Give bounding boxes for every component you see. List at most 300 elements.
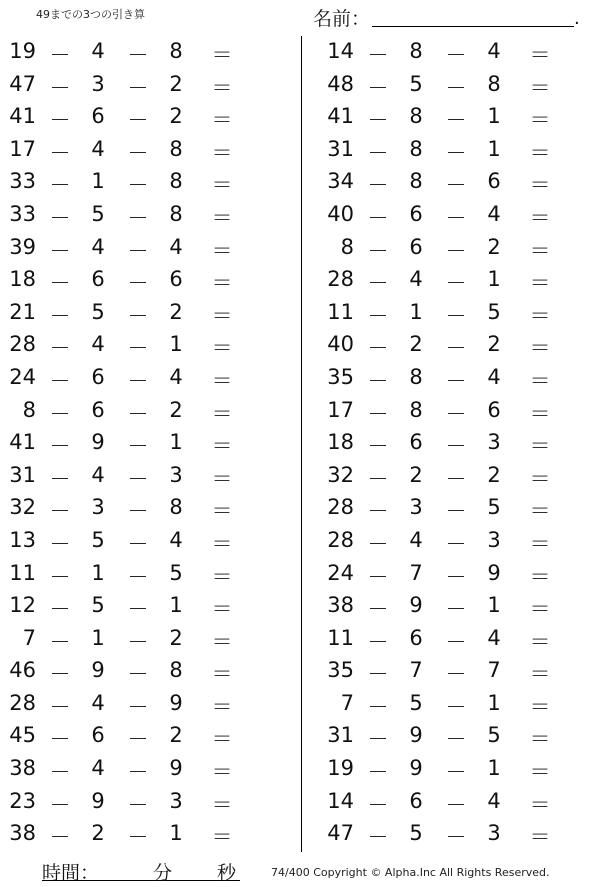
problem-row [0, 590, 280, 623]
minus-sign: － [127, 401, 149, 426]
problem-row [318, 166, 598, 199]
second-number: 5 [91, 299, 105, 324]
equals-sign: ＝ [529, 564, 551, 589]
minus-sign: － [127, 466, 149, 491]
equals-sign: ＝ [211, 792, 233, 817]
third-number: 2 [487, 462, 501, 487]
first-number: 23 [9, 788, 36, 813]
problem-row [0, 623, 280, 656]
equals-sign: ＝ [529, 368, 551, 393]
second-number: 4 [91, 756, 105, 781]
equals-sign: ＝ [211, 564, 233, 589]
first-number: 8 [340, 234, 354, 259]
second-number: 6 [409, 788, 423, 813]
equals-sign: ＝ [529, 466, 551, 491]
equals-sign: ＝ [211, 43, 233, 67]
first-number: 18 [9, 267, 36, 292]
minus-sign: － [127, 43, 149, 67]
third-number: 1 [487, 690, 501, 715]
minus-sign: － [367, 727, 389, 752]
problem-row [0, 818, 280, 851]
minus-sign: － [445, 43, 467, 67]
first-number: 24 [9, 364, 36, 389]
first-number: 41 [327, 104, 354, 129]
first-number: 17 [327, 397, 354, 422]
minus-sign: － [127, 434, 149, 459]
first-number: 11 [9, 560, 36, 585]
minus-sign: － [49, 75, 71, 100]
first-number: 7 [340, 690, 354, 715]
second-number: 4 [409, 267, 423, 292]
minus-sign: － [445, 173, 467, 198]
equals-sign: ＝ [211, 694, 233, 719]
minus-sign: － [49, 499, 71, 524]
second-number: 7 [409, 658, 423, 683]
equals-sign: ＝ [211, 629, 233, 654]
third-number: 6 [487, 169, 501, 194]
minus-sign: － [49, 336, 71, 361]
equals-sign: ＝ [529, 727, 551, 752]
problem-row [0, 688, 280, 721]
second-number: 4 [91, 332, 105, 357]
equals-sign: ＝ [529, 401, 551, 426]
minus-sign: － [445, 205, 467, 230]
problem-row [318, 460, 598, 493]
problem-row [318, 655, 598, 688]
third-number: 5 [487, 723, 501, 748]
minus-sign: － [445, 336, 467, 361]
third-number: 1 [487, 104, 501, 129]
minus-sign: － [445, 75, 467, 100]
time-label: 時間： [42, 862, 100, 884]
problem-row [318, 786, 598, 819]
problem-row [0, 36, 280, 69]
first-number: 33 [9, 201, 36, 226]
first-number: 7 [22, 625, 36, 650]
name-field-line[interactable] [372, 26, 574, 27]
third-number: 8 [169, 495, 183, 520]
second-number: 3 [91, 71, 105, 96]
problem-row [318, 36, 598, 69]
third-number: 4 [169, 234, 183, 259]
problem-row [0, 199, 280, 232]
minus-sign: － [367, 205, 389, 230]
equals-sign: ＝ [211, 597, 233, 622]
third-number: 6 [487, 397, 501, 422]
minus-sign: － [127, 238, 149, 263]
problem-row [0, 492, 280, 525]
minus-sign: － [445, 108, 467, 133]
minus-sign: － [127, 499, 149, 524]
minus-sign: － [445, 303, 467, 328]
second-number: 2 [409, 332, 423, 357]
second-number: 1 [91, 625, 105, 650]
equals-sign: ＝ [529, 271, 551, 296]
first-number: 40 [327, 332, 354, 357]
minus-sign: － [445, 531, 467, 556]
equals-sign: ＝ [211, 401, 233, 426]
problem-row [318, 69, 598, 102]
third-number: 4 [487, 625, 501, 650]
equals-sign: ＝ [529, 760, 551, 785]
first-number: 14 [327, 788, 354, 813]
minus-sign: － [49, 271, 71, 296]
second-number: 7 [409, 560, 423, 585]
equals-sign: ＝ [211, 825, 233, 850]
second-number: 6 [91, 397, 105, 422]
third-number: 3 [169, 788, 183, 813]
problem-row [318, 492, 598, 525]
minus-sign: － [445, 238, 467, 263]
minus-sign: － [127, 336, 149, 361]
second-number: 4 [91, 136, 105, 161]
first-number: 18 [327, 430, 354, 455]
minus-sign: － [127, 531, 149, 556]
equals-sign: ＝ [211, 531, 233, 556]
problem-row [0, 558, 280, 591]
minus-sign: － [127, 173, 149, 198]
third-number: 8 [169, 39, 183, 63]
problem-row [318, 264, 598, 297]
minus-sign: － [367, 108, 389, 133]
first-number: 11 [327, 299, 354, 324]
first-number: 24 [327, 560, 354, 585]
minus-sign: － [127, 140, 149, 165]
equals-sign: ＝ [211, 271, 233, 296]
third-number: 2 [169, 299, 183, 324]
minus-sign: － [49, 694, 71, 719]
copyright-text: 74/400 Copyright © Alpha.Inc All Rights Reserved. [271, 866, 550, 879]
minus-sign: － [367, 140, 389, 165]
equals-sign: ＝ [529, 303, 551, 328]
second-number: 1 [91, 169, 105, 194]
third-number: 1 [169, 821, 183, 846]
third-number: 1 [169, 593, 183, 618]
problem-row [0, 427, 280, 460]
minus-sign: － [445, 825, 467, 850]
minus-sign: － [367, 75, 389, 100]
third-number: 2 [169, 104, 183, 129]
equals-sign: ＝ [211, 336, 233, 361]
first-number: 38 [327, 593, 354, 618]
minus-sign: － [49, 727, 71, 752]
minus-sign: － [49, 238, 71, 263]
second-number: 3 [409, 495, 423, 520]
minus-sign: － [445, 629, 467, 654]
problem-row [318, 395, 598, 428]
first-number: 17 [9, 136, 36, 161]
equals-sign: ＝ [529, 140, 551, 165]
minus-sign: － [127, 564, 149, 589]
worksheet-title: 49までの3つの引き算 [36, 8, 145, 21]
third-number: 4 [169, 364, 183, 389]
problem-row [318, 101, 598, 134]
minus-sign: － [445, 662, 467, 687]
third-number: 1 [169, 332, 183, 357]
minus-sign: － [127, 727, 149, 752]
name-field-dot: . [574, 8, 580, 29]
minus-sign: － [367, 499, 389, 524]
second-number: 9 [91, 658, 105, 683]
equals-sign: ＝ [529, 238, 551, 263]
minus-sign: － [127, 629, 149, 654]
minus-sign: － [445, 499, 467, 524]
problem-row [0, 753, 280, 786]
second-number: 2 [91, 821, 105, 846]
problem-row [0, 69, 280, 102]
third-number: 8 [169, 201, 183, 226]
third-number: 7 [487, 658, 501, 683]
minus-sign: － [367, 629, 389, 654]
third-number: 2 [487, 234, 501, 259]
first-number: 41 [9, 104, 36, 129]
first-number: 19 [327, 756, 354, 781]
minus-sign: － [367, 336, 389, 361]
minus-sign: － [367, 564, 389, 589]
third-number: 1 [487, 593, 501, 618]
problem-column-left [0, 36, 280, 851]
second-number: 6 [91, 364, 105, 389]
third-number: 8 [169, 658, 183, 683]
equals-sign: ＝ [529, 336, 551, 361]
first-number: 47 [327, 821, 354, 846]
equals-sign: ＝ [211, 760, 233, 785]
second-number: 4 [91, 690, 105, 715]
second-number: 4 [91, 462, 105, 487]
problem-row [318, 297, 598, 330]
minus-sign: － [49, 140, 71, 165]
minus-sign: － [445, 564, 467, 589]
equals-sign: ＝ [529, 531, 551, 556]
time-field-line[interactable] [42, 880, 240, 881]
minus-sign: － [127, 825, 149, 850]
equals-sign: ＝ [211, 303, 233, 328]
first-number: 13 [9, 527, 36, 552]
minus-sign: － [127, 760, 149, 785]
second-number: 8 [409, 397, 423, 422]
problem-row [0, 101, 280, 134]
minus-sign: － [367, 303, 389, 328]
first-number: 28 [327, 495, 354, 520]
third-number: 9 [169, 690, 183, 715]
minus-sign: － [127, 108, 149, 133]
equals-sign: ＝ [211, 434, 233, 459]
first-number: 28 [327, 527, 354, 552]
second-number: 2 [409, 462, 423, 487]
second-number: 6 [91, 723, 105, 748]
minus-sign: － [367, 792, 389, 817]
minus-sign: － [127, 694, 149, 719]
first-number: 47 [9, 71, 36, 96]
minus-sign: － [367, 401, 389, 426]
minus-sign: － [367, 173, 389, 198]
third-number: 9 [487, 560, 501, 585]
third-number: 4 [487, 201, 501, 226]
equals-sign: ＝ [529, 434, 551, 459]
minus-sign: － [49, 466, 71, 491]
minus-sign: － [367, 466, 389, 491]
third-number: 4 [487, 39, 501, 63]
problem-row [318, 720, 598, 753]
second-number: 4 [91, 234, 105, 259]
first-number: 31 [327, 723, 354, 748]
equals-sign: ＝ [211, 662, 233, 687]
problem-column-right [318, 36, 598, 851]
problem-row [0, 232, 280, 265]
minus-sign: － [445, 792, 467, 817]
minus-sign: － [445, 760, 467, 785]
second-number: 4 [91, 39, 105, 63]
problem-row [0, 297, 280, 330]
minus-sign: － [49, 368, 71, 393]
minus-sign: － [49, 662, 71, 687]
minus-sign: － [367, 694, 389, 719]
third-number: 2 [169, 625, 183, 650]
minus-sign: － [49, 43, 71, 67]
minus-sign: － [49, 303, 71, 328]
third-number: 8 [169, 169, 183, 194]
equals-sign: ＝ [211, 466, 233, 491]
second-number: 1 [409, 299, 423, 324]
first-number: 38 [9, 821, 36, 846]
first-number: 19 [9, 39, 36, 63]
problem-row [318, 688, 598, 721]
problem-row [318, 525, 598, 558]
equals-sign: ＝ [211, 499, 233, 524]
second-number: 9 [409, 593, 423, 618]
second-number: 5 [91, 201, 105, 226]
problem-row [0, 786, 280, 819]
column-divider [301, 36, 302, 852]
third-number: 5 [487, 495, 501, 520]
third-number: 2 [487, 332, 501, 357]
second-number: 8 [409, 364, 423, 389]
first-number: 32 [327, 462, 354, 487]
second-number: 5 [409, 690, 423, 715]
equals-sign: ＝ [529, 597, 551, 622]
minus-sign: － [127, 205, 149, 230]
problem-row [0, 655, 280, 688]
minus-sign: － [367, 43, 389, 67]
first-number: 46 [9, 658, 36, 683]
minus-sign: － [127, 368, 149, 393]
problem-row [318, 558, 598, 591]
problem-row [0, 329, 280, 362]
first-number: 34 [327, 169, 354, 194]
minus-sign: － [49, 173, 71, 198]
minus-sign: － [49, 825, 71, 850]
first-number: 28 [9, 332, 36, 357]
third-number: 8 [169, 136, 183, 161]
third-number: 2 [169, 71, 183, 96]
minus-sign: － [49, 434, 71, 459]
second-number: 5 [409, 71, 423, 96]
third-number: 6 [169, 267, 183, 292]
equals-sign: ＝ [211, 238, 233, 263]
third-number: 3 [487, 527, 501, 552]
equals-sign: ＝ [211, 727, 233, 752]
minus-sign: － [49, 564, 71, 589]
second-number: 8 [409, 39, 423, 63]
third-number: 1 [169, 430, 183, 455]
second-number: 6 [409, 234, 423, 259]
second-number: 5 [91, 527, 105, 552]
problem-row [0, 395, 280, 428]
second-number: 8 [409, 136, 423, 161]
minus-sign: － [127, 75, 149, 100]
minus-sign: － [445, 597, 467, 622]
equals-sign: ＝ [529, 694, 551, 719]
equals-sign: ＝ [211, 205, 233, 230]
problem-row [318, 362, 598, 395]
equals-sign: ＝ [211, 368, 233, 393]
minus-sign: － [367, 271, 389, 296]
second-number: 8 [409, 104, 423, 129]
minus-sign: － [127, 303, 149, 328]
first-number: 39 [9, 234, 36, 259]
problem-row [318, 818, 598, 851]
problem-row [0, 525, 280, 558]
third-number: 3 [487, 821, 501, 846]
third-number: 3 [169, 462, 183, 487]
minus-sign: － [367, 760, 389, 785]
equals-sign: ＝ [529, 792, 551, 817]
equals-sign: ＝ [529, 629, 551, 654]
problem-row [0, 166, 280, 199]
third-number: 4 [487, 788, 501, 813]
third-number: 8 [487, 71, 501, 96]
second-number: 5 [91, 593, 105, 618]
first-number: 35 [327, 364, 354, 389]
minutes-label: 分 [153, 862, 173, 884]
minus-sign: － [445, 466, 467, 491]
third-number: 4 [487, 364, 501, 389]
first-number: 38 [9, 756, 36, 781]
problem-row [0, 264, 280, 297]
second-number: 3 [91, 495, 105, 520]
second-number: 4 [409, 527, 423, 552]
second-number: 6 [409, 625, 423, 650]
third-number: 3 [487, 430, 501, 455]
problem-row [0, 362, 280, 395]
second-number: 5 [409, 821, 423, 846]
third-number: 5 [169, 560, 183, 585]
minus-sign: － [445, 401, 467, 426]
first-number: 21 [9, 299, 36, 324]
first-number: 40 [327, 201, 354, 226]
third-number: 2 [169, 397, 183, 422]
problem-row [0, 460, 280, 493]
third-number: 4 [169, 527, 183, 552]
third-number: 9 [169, 756, 183, 781]
equals-sign: ＝ [211, 108, 233, 133]
minus-sign: － [49, 401, 71, 426]
second-number: 6 [91, 104, 105, 129]
minus-sign: － [445, 140, 467, 165]
minus-sign: － [367, 238, 389, 263]
third-number: 1 [487, 756, 501, 781]
minus-sign: － [367, 434, 389, 459]
minus-sign: － [49, 108, 71, 133]
second-number: 9 [409, 723, 423, 748]
equals-sign: ＝ [529, 108, 551, 133]
minus-sign: － [127, 271, 149, 296]
third-number: 2 [169, 723, 183, 748]
minus-sign: － [367, 531, 389, 556]
problem-row [318, 134, 598, 167]
equals-sign: ＝ [211, 75, 233, 100]
second-number: 8 [409, 169, 423, 194]
